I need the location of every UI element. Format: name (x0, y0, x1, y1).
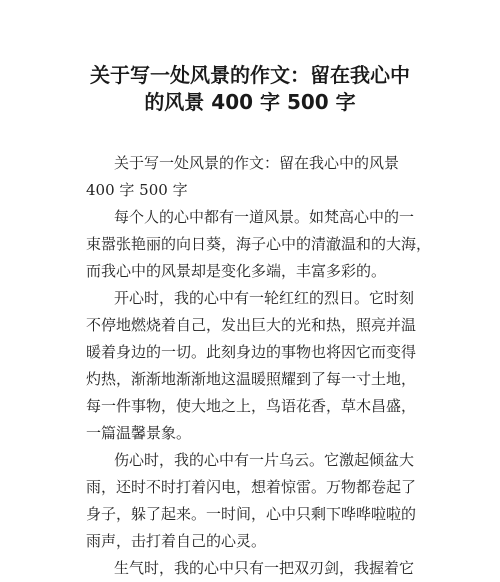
document-body (86, 150, 432, 582)
body-line: 雨声，击打着自己的心灵。 (86, 532, 267, 550)
document-title (60, 62, 440, 116)
body-line: 暖着身边的一切。此刻身边的事物也将因它而变得 (86, 343, 417, 361)
body-line: 每个人的心中都有一道风景。如梵高心中的一 (114, 208, 415, 226)
body-line: 开心时，我的心中有一轮红红的烈日。它时刻 (114, 289, 415, 307)
body-line: 关于写一处风景的作文：留在我心中的风景 (114, 154, 400, 172)
body-line: 束嚣张艳丽的向日葵，海子心中的清澈温和的大海， (86, 235, 432, 253)
body-line: 身子，躲了起来。一时间，心中只剩下哗哗啦啦的 (86, 505, 417, 523)
body-line: 每一件事物，使大地之上，鸟语花香，草木昌盛， (86, 397, 417, 415)
body-line: 一篇温馨景象。 (86, 424, 192, 442)
title-line-1: 关于写一处风景的作文：留在我心中 (90, 63, 410, 87)
body-line: 生气时，我的心中只有一把双刃剑，我握着它 (114, 559, 415, 577)
body-line: 雨，还时不时打着闪电，想着惊雷。万物都卷起了 (86, 478, 417, 496)
body-line: 而我心中的风景却是变化多端，丰富多彩的。 (86, 262, 387, 280)
body-line: 灼热，渐渐地渐渐地这温暖照耀到了每一寸土地， (86, 370, 417, 388)
body-line: 不停地燃烧着自己，发出巨大的光和热，照亮并温 (86, 316, 417, 334)
body-line: 伤心时，我的心中有一片乌云。它激起倾盆大 (114, 451, 415, 469)
title-line-2: 的风景 400 字 500 字 (144, 90, 356, 114)
body-line: 400 字 500 字 (86, 181, 188, 199)
